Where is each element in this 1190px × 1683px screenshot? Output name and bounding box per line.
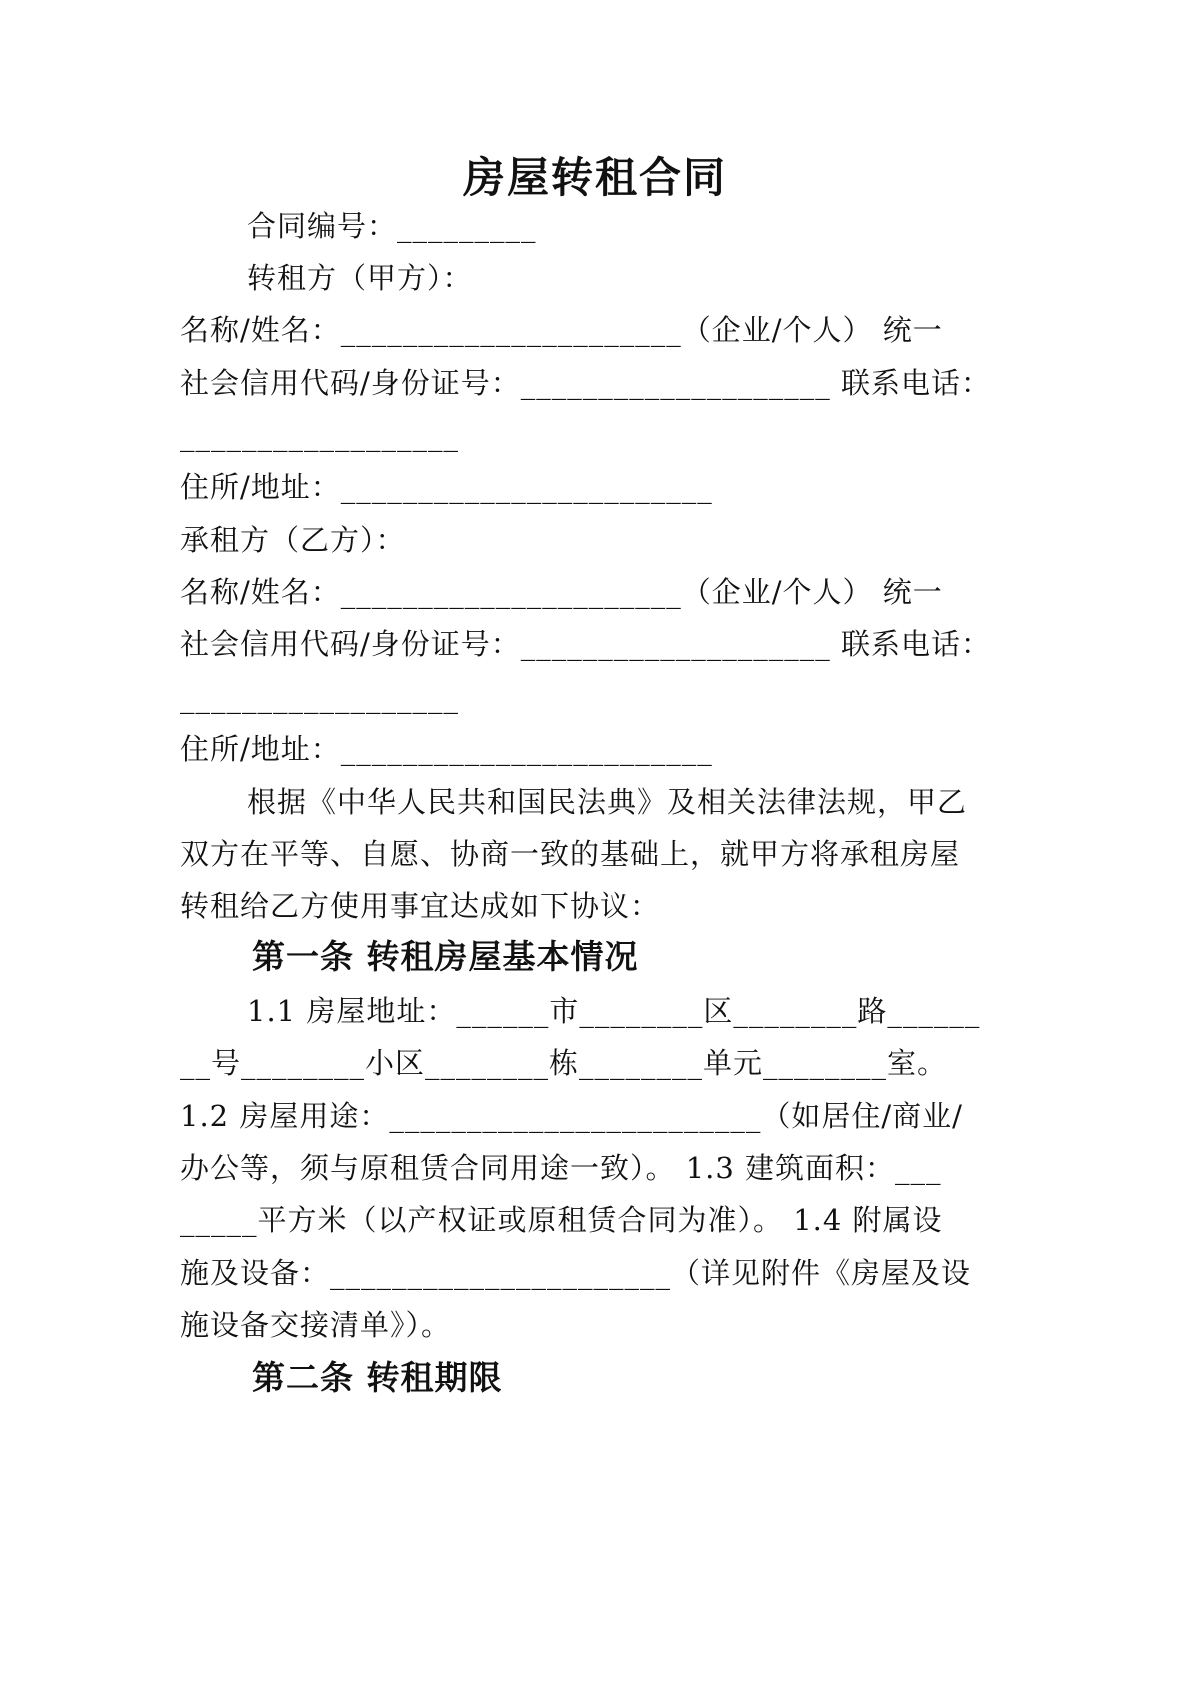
- article-1-line-1: 1.1 房屋地址：______市________区________路______: [247, 994, 981, 1028]
- article-1-line-3: 1.2 房屋用途：________________________（如居住/商业/: [180, 1099, 963, 1133]
- document-title: 房屋转租合同: [462, 153, 727, 202]
- article-1-line-6: 施及设备：______________________（详见附件《房屋及设: [180, 1256, 972, 1290]
- article-1-line-5: _____平方米（以产权证或原租赁合同为准）。 1.4 附属设: [180, 1203, 943, 1237]
- article-2-heading: 第二条 转租期限: [252, 1358, 503, 1397]
- preamble-line-3: 转租给乙方使用事宜达成如下协议：: [180, 889, 661, 923]
- party-a-name-line: 名称/姓名：______________________（企业/个人） 统一: [180, 313, 943, 347]
- party-b-phone-blank: __________________: [180, 680, 459, 714]
- article-1-line-7: 施设备交接清单》）。: [180, 1308, 452, 1342]
- article-1-line-2: __号________小区________栋________单元________室。: [180, 1046, 948, 1080]
- preamble-line-2: 双方在平等、自愿、协商一致的基础上，就甲方将承租房屋: [180, 837, 961, 871]
- preamble-line-1: 根据《中华人民共和国民法典》及相关法律法规，甲乙: [247, 785, 968, 819]
- party-b-id-line: 社会信用代码/身份证号：____________________ 联系电话：: [180, 627, 991, 661]
- party-a-address-line: 住所/地址：________________________: [180, 470, 713, 504]
- party-b-label: 承租方（乙方）：: [180, 523, 406, 557]
- contract-number-line: 合同编号：_________: [247, 209, 537, 243]
- party-a-id-line: 社会信用代码/身份证号：____________________ 联系电话：: [180, 366, 991, 400]
- article-1-heading: 第一条 转租房屋基本情况: [252, 937, 639, 976]
- party-b-name-line: 名称/姓名：______________________（企业/个人） 统一: [180, 575, 943, 609]
- party-a-phone-blank: __________________: [180, 418, 459, 452]
- article-1-line-4: 办公等，须与原租赁合同用途一致）。 1.3 建筑面积：___: [180, 1151, 942, 1185]
- party-a-label: 转租方（甲方）：: [247, 261, 473, 295]
- party-b-address-line: 住所/地址：________________________: [180, 732, 713, 766]
